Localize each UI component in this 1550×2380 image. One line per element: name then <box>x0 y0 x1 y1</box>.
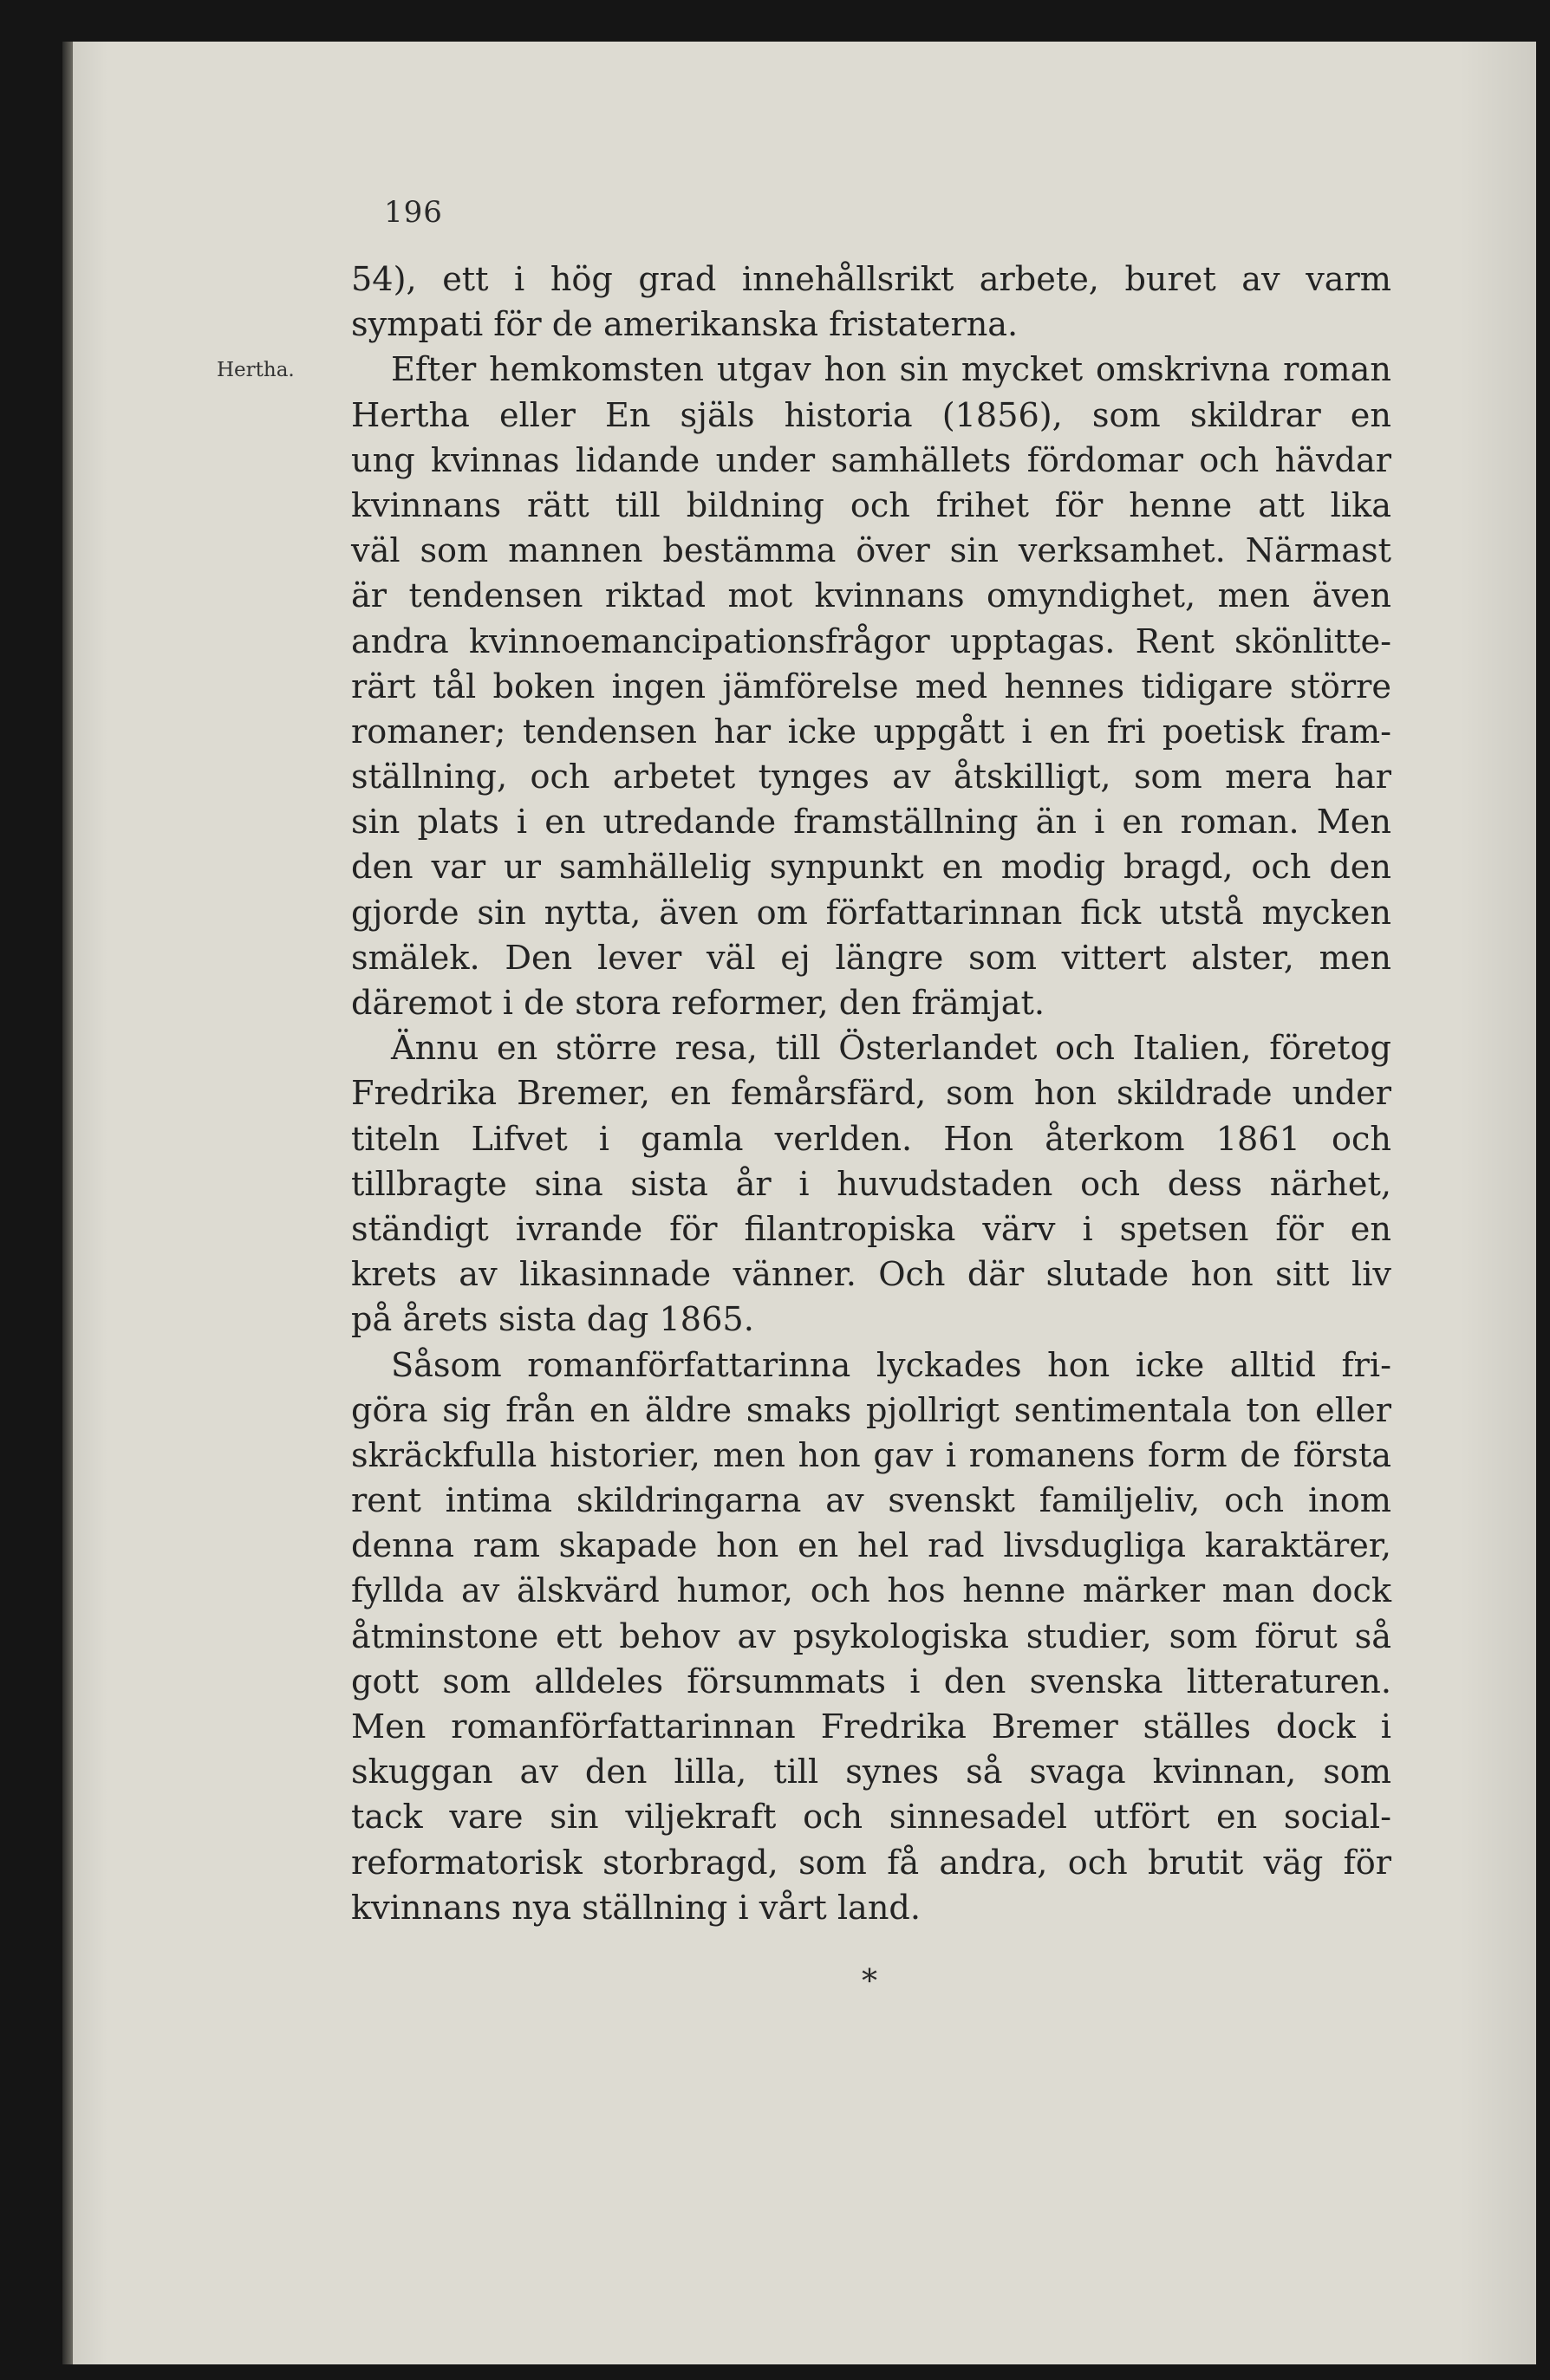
text-line: fyllda av älskvärd humor, och hos henne märker man dock <box>351 1572 1391 1611</box>
text-line: Fredrika Bremer, en femårsfärd, som hon skildrade under <box>351 1075 1391 1114</box>
text-line: rent intima skildringarna av svenskt familjeliv, och inom <box>351 1482 1391 1521</box>
margin-note: Hertha. <box>217 359 295 381</box>
text-line: gjorde sin nytta, även om författarinnan fick utstå mycken <box>351 894 1391 933</box>
text-line: smälek. Den lever väl ej längre som vittert alster, men <box>351 939 1391 978</box>
text-line: tack vare sin viljekraft och sinnesadel utfört en social- <box>351 1798 1391 1837</box>
text-line: Efter hemkomsten utgav hon sin mycket omskrivna roman <box>391 351 1391 390</box>
text-line: denna ram skapade hon en hel rad livsdugliga karaktärer, <box>351 1527 1391 1566</box>
text-line: romaner; tendensen har icke uppgått i en fri poetisk fram- <box>351 712 1391 751</box>
text-line: ständigt ivrande för filantropiska värv i spetsen för en <box>351 1210 1391 1249</box>
text-line: ung kvinnas lidande under samhällets fördomar och hävdar <box>351 441 1391 480</box>
text-line: krets av likasinnade vänner. Och där slutade hon sitt liv <box>351 1256 1391 1295</box>
text-line: tillbragte sina sista år i huvudstaden och dess närhet, <box>351 1165 1391 1204</box>
text-line: gott som alldeles försummats i den svenska litteraturen. <box>351 1662 1391 1701</box>
text-line: rärt tål boken ingen jämförelse med hennes tidigare större <box>351 667 1391 706</box>
text-line: åtminstone ett behov av psykologiska studier, som förut så <box>351 1617 1391 1656</box>
section-ornament: * <box>862 1964 877 2000</box>
text-line: ställning, och arbetet tynges av åtskilligt, som mera har <box>351 758 1391 797</box>
text-line: är tendensen riktad mot kvinnans omyndighet, men även <box>351 577 1391 616</box>
text-line: titeln Lifvet i gamla verlden. Hon återkom 1861 och <box>351 1120 1391 1159</box>
text-line: däremot i de stora reformer, den främjat. <box>351 985 1045 1023</box>
body-text <box>351 257 1391 1931</box>
text-line: kvinnans rätt till bildning och frihet för henne att lika <box>351 486 1391 525</box>
text-line: reformatorisk storbragd, som få andra, och brutit väg för <box>351 1844 1391 1883</box>
text-line: väl som mannen bestämma över sin verksamhet. Närmast <box>351 532 1391 571</box>
text-line: 54), ett i hög grad innehållsrikt arbete, buret av varm <box>351 261 1391 299</box>
text-line: Ännu en större resa, till Österlandet och Italien, företog <box>391 1030 1391 1069</box>
text-line: skräckfulla historier, men hon gav i romanens form de första <box>351 1436 1391 1475</box>
text-line: andra kvinnoemancipationsfrågor upptagas. Rent skönlitte- <box>351 622 1391 661</box>
text-line: skuggan av den lilla, till synes så svaga kvinnan, som <box>351 1753 1391 1792</box>
text-line: Men romanförfattarinnan Fredrika Bremer ställes dock i <box>351 1708 1391 1746</box>
text-line: göra sig från en äldre smaks pjollrigt sentimentala ton eller <box>351 1391 1391 1430</box>
text-line: den var ur samhällelig synpunkt en modig bragd, och den <box>351 849 1391 888</box>
page-number: 196 <box>384 195 443 230</box>
text-line: på årets sista dag 1865. <box>351 1301 754 1340</box>
text-line: Hertha eller En själs historia (1856), som skildrar en <box>351 396 1391 435</box>
text-line: sin plats i en utredande framställning än i en roman. Men <box>351 803 1391 842</box>
text-line: kvinnans nya ställning i vårt land. <box>351 1889 922 1928</box>
text-line: Såsom romanförfattarinna lyckades hon icke alltid fri- <box>391 1346 1391 1385</box>
text-line: sympati för de amerikanska fristaterna. <box>351 306 1019 345</box>
